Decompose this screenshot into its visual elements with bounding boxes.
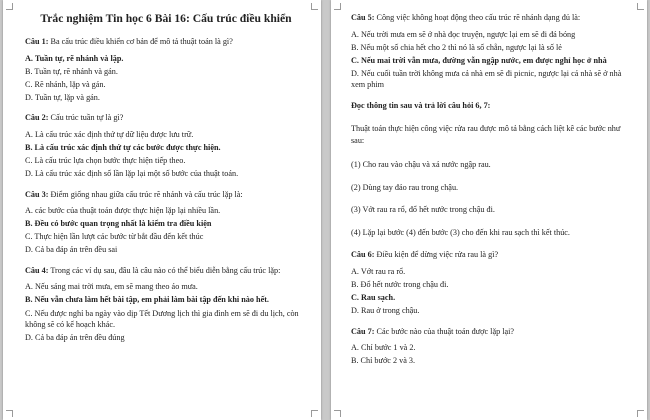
question-text: Điều kiện để dừng việc rửa rau là gì? xyxy=(374,250,499,260)
question-number: Câu 3: xyxy=(25,189,49,199)
question-text: Trong các ví dụ sau, đâu là câu nào có thể biểu diễn bằng cấu trúc lặp: xyxy=(48,265,281,275)
answer-option: D. Là cấu trúc xác định số lần lặp lại một số bước của thuật toán. xyxy=(25,169,239,179)
answer-option: A. Là cấu trúc xác định thứ tự dữ liệu được lưu trữ. xyxy=(25,129,194,139)
answer-option: A. Nếu sáng mai trời mưa, em sẽ mang theo áo mưa. xyxy=(25,282,198,292)
right-page-content xyxy=(351,12,633,376)
margin-corner-mark xyxy=(6,410,13,417)
question-number: Câu 6: xyxy=(351,250,375,260)
answer-option: A. Nếu trời mưa em sẽ ở nhà đọc truyện, ngược lại em sẽ đi đá bóng xyxy=(351,29,576,39)
answer-option: C. Rau sạch. xyxy=(351,292,396,302)
question-number: Câu 5: xyxy=(351,13,375,22)
algorithm-step: (4) Lặp lại bước (4) đến bước (3) cho đến khi rau sạch thì kết thúc. xyxy=(351,227,570,237)
question-7 xyxy=(351,326,633,367)
algorithm-step: (1) Cho rau vào chậu và xả nước ngập rau. xyxy=(351,160,491,170)
answer-option: B. Là cấu trúc xác định thứ tự các bước được thực hiện. xyxy=(25,142,221,152)
margin-corner-mark xyxy=(311,410,318,417)
answer-option: B. Nếu một số chia hết cho 2 thì nó là số chẵn, ngược lại là số lẻ xyxy=(351,42,562,52)
question-text: Công việc không hoạt động theo cấu trúc rẽ nhánh dạng đủ là: xyxy=(374,13,581,22)
left-page-content xyxy=(25,12,307,353)
answer-option: B. Đều có bước quan trọng nhất là kiểm tra điều kiện xyxy=(25,219,212,229)
question-number: Câu 4: xyxy=(25,265,49,275)
question-number: Câu 2: xyxy=(25,113,49,123)
question-text: Các bước nào của thuật toán được lặp lại? xyxy=(374,326,515,336)
answer-option: D. Nếu cuối tuần trời không mưa cả nhà em sẽ đi picnic, ngược lại cả nhà sẽ ở nhà xem phim xyxy=(351,68,622,90)
answer-option: C. Nếu mai trời vẫn mưa, đường vẫn ngập nước, em được nghỉ học ở nhà xyxy=(351,55,607,65)
question-stem xyxy=(25,36,307,48)
document-page-right xyxy=(331,0,647,420)
answer-option: B. Tuần tự, rẽ nhánh và gán. xyxy=(25,66,118,76)
answer-option: C. Nếu được nghỉ ba ngày vào dịp Tết Dương lịch thì gia đình em sẽ đi du lịch, còn không sẽ có kế hoạch khác. xyxy=(25,308,299,330)
question-stem xyxy=(351,12,633,24)
answer-option: A. Vớt rau ra rổ. xyxy=(351,266,406,276)
question-number: Câu 1: xyxy=(25,37,49,46)
question-6 xyxy=(351,249,633,316)
margin-corner-mark xyxy=(637,410,644,417)
answer-option: B. Đổ hết nước trong chậu đi. xyxy=(351,279,449,289)
question-text: Ba cấu trúc điều khiển cơ bản để mô tả thuật toán là gì? xyxy=(48,37,233,46)
answer-option: D. Cả ba đáp án trên đều sai xyxy=(25,245,118,255)
question-3 xyxy=(25,189,307,256)
question-stem xyxy=(25,112,307,124)
question-stem xyxy=(25,189,307,201)
answer-option: B. Chỉ bước 2 và 3. xyxy=(351,356,416,366)
answer-option: A. Chỉ bước 1 và 2. xyxy=(351,343,416,353)
section-heading: Đọc thông tin sau và trả lời câu hỏi 6, 7: xyxy=(351,100,491,110)
margin-corner-mark xyxy=(334,410,341,417)
margin-corner-mark xyxy=(334,3,341,10)
answer-option: B. Nếu vẫn chưa làm hết bài tập, em phải làm bài tập đến khi nào hết. xyxy=(25,295,269,305)
question-5 xyxy=(351,12,633,91)
answer-option: C. Là cấu trúc lựa chọn bước thực hiện tiếp theo. xyxy=(25,155,186,165)
answer-option: C. Thực hiện lần lượt các bước từ bắt đầu đến kết thúc xyxy=(25,232,204,242)
answer-option: D. Tuần tự, lặp và gán. xyxy=(25,92,100,102)
answer-option: D. Cả ba đáp án trên đều đúng xyxy=(25,333,125,343)
question-stem xyxy=(351,326,633,338)
question-text: Cấu trúc tuần tự là gì? xyxy=(48,113,124,123)
algorithm-step: (3) Vớt rau ra rổ, đổ hết nước trong chậu đi. xyxy=(351,205,495,215)
answer-option: A. Tuần tự, rẽ nhánh và lặp. xyxy=(25,53,124,63)
document-page-left xyxy=(3,0,321,420)
question-4 xyxy=(25,265,307,344)
answer-option: C. Rẽ nhánh, lặp và gán. xyxy=(25,79,106,89)
margin-corner-mark xyxy=(637,3,644,10)
margin-corner-mark xyxy=(311,3,318,10)
margin-corner-mark xyxy=(6,3,13,10)
question-number: Câu 7: xyxy=(351,326,375,336)
algorithm-step: (2) Dùng tay đảo rau trong chậu. xyxy=(351,182,459,192)
question-1 xyxy=(25,36,307,103)
algorithm-intro: Thuật toán thực hiện công việc rửa rau được mô tả bằng cách liệt kê các bước như sau: xyxy=(351,124,621,145)
question-stem xyxy=(351,249,633,261)
question-stem xyxy=(25,265,307,277)
document-title: Trắc nghiệm Tin học 6 Bài 16: Cấu trúc điều khiển xyxy=(40,12,292,25)
question-text: Điểm giống nhau giữa cấu trúc rẽ nhánh và cấu trúc lặp là: xyxy=(48,189,243,199)
question-2 xyxy=(25,112,307,179)
answer-option: A. các bước của thuật toán được thực hiện lặp lại nhiều lần. xyxy=(25,206,221,216)
answer-option: D. Rau ở trong chậu. xyxy=(351,306,420,316)
